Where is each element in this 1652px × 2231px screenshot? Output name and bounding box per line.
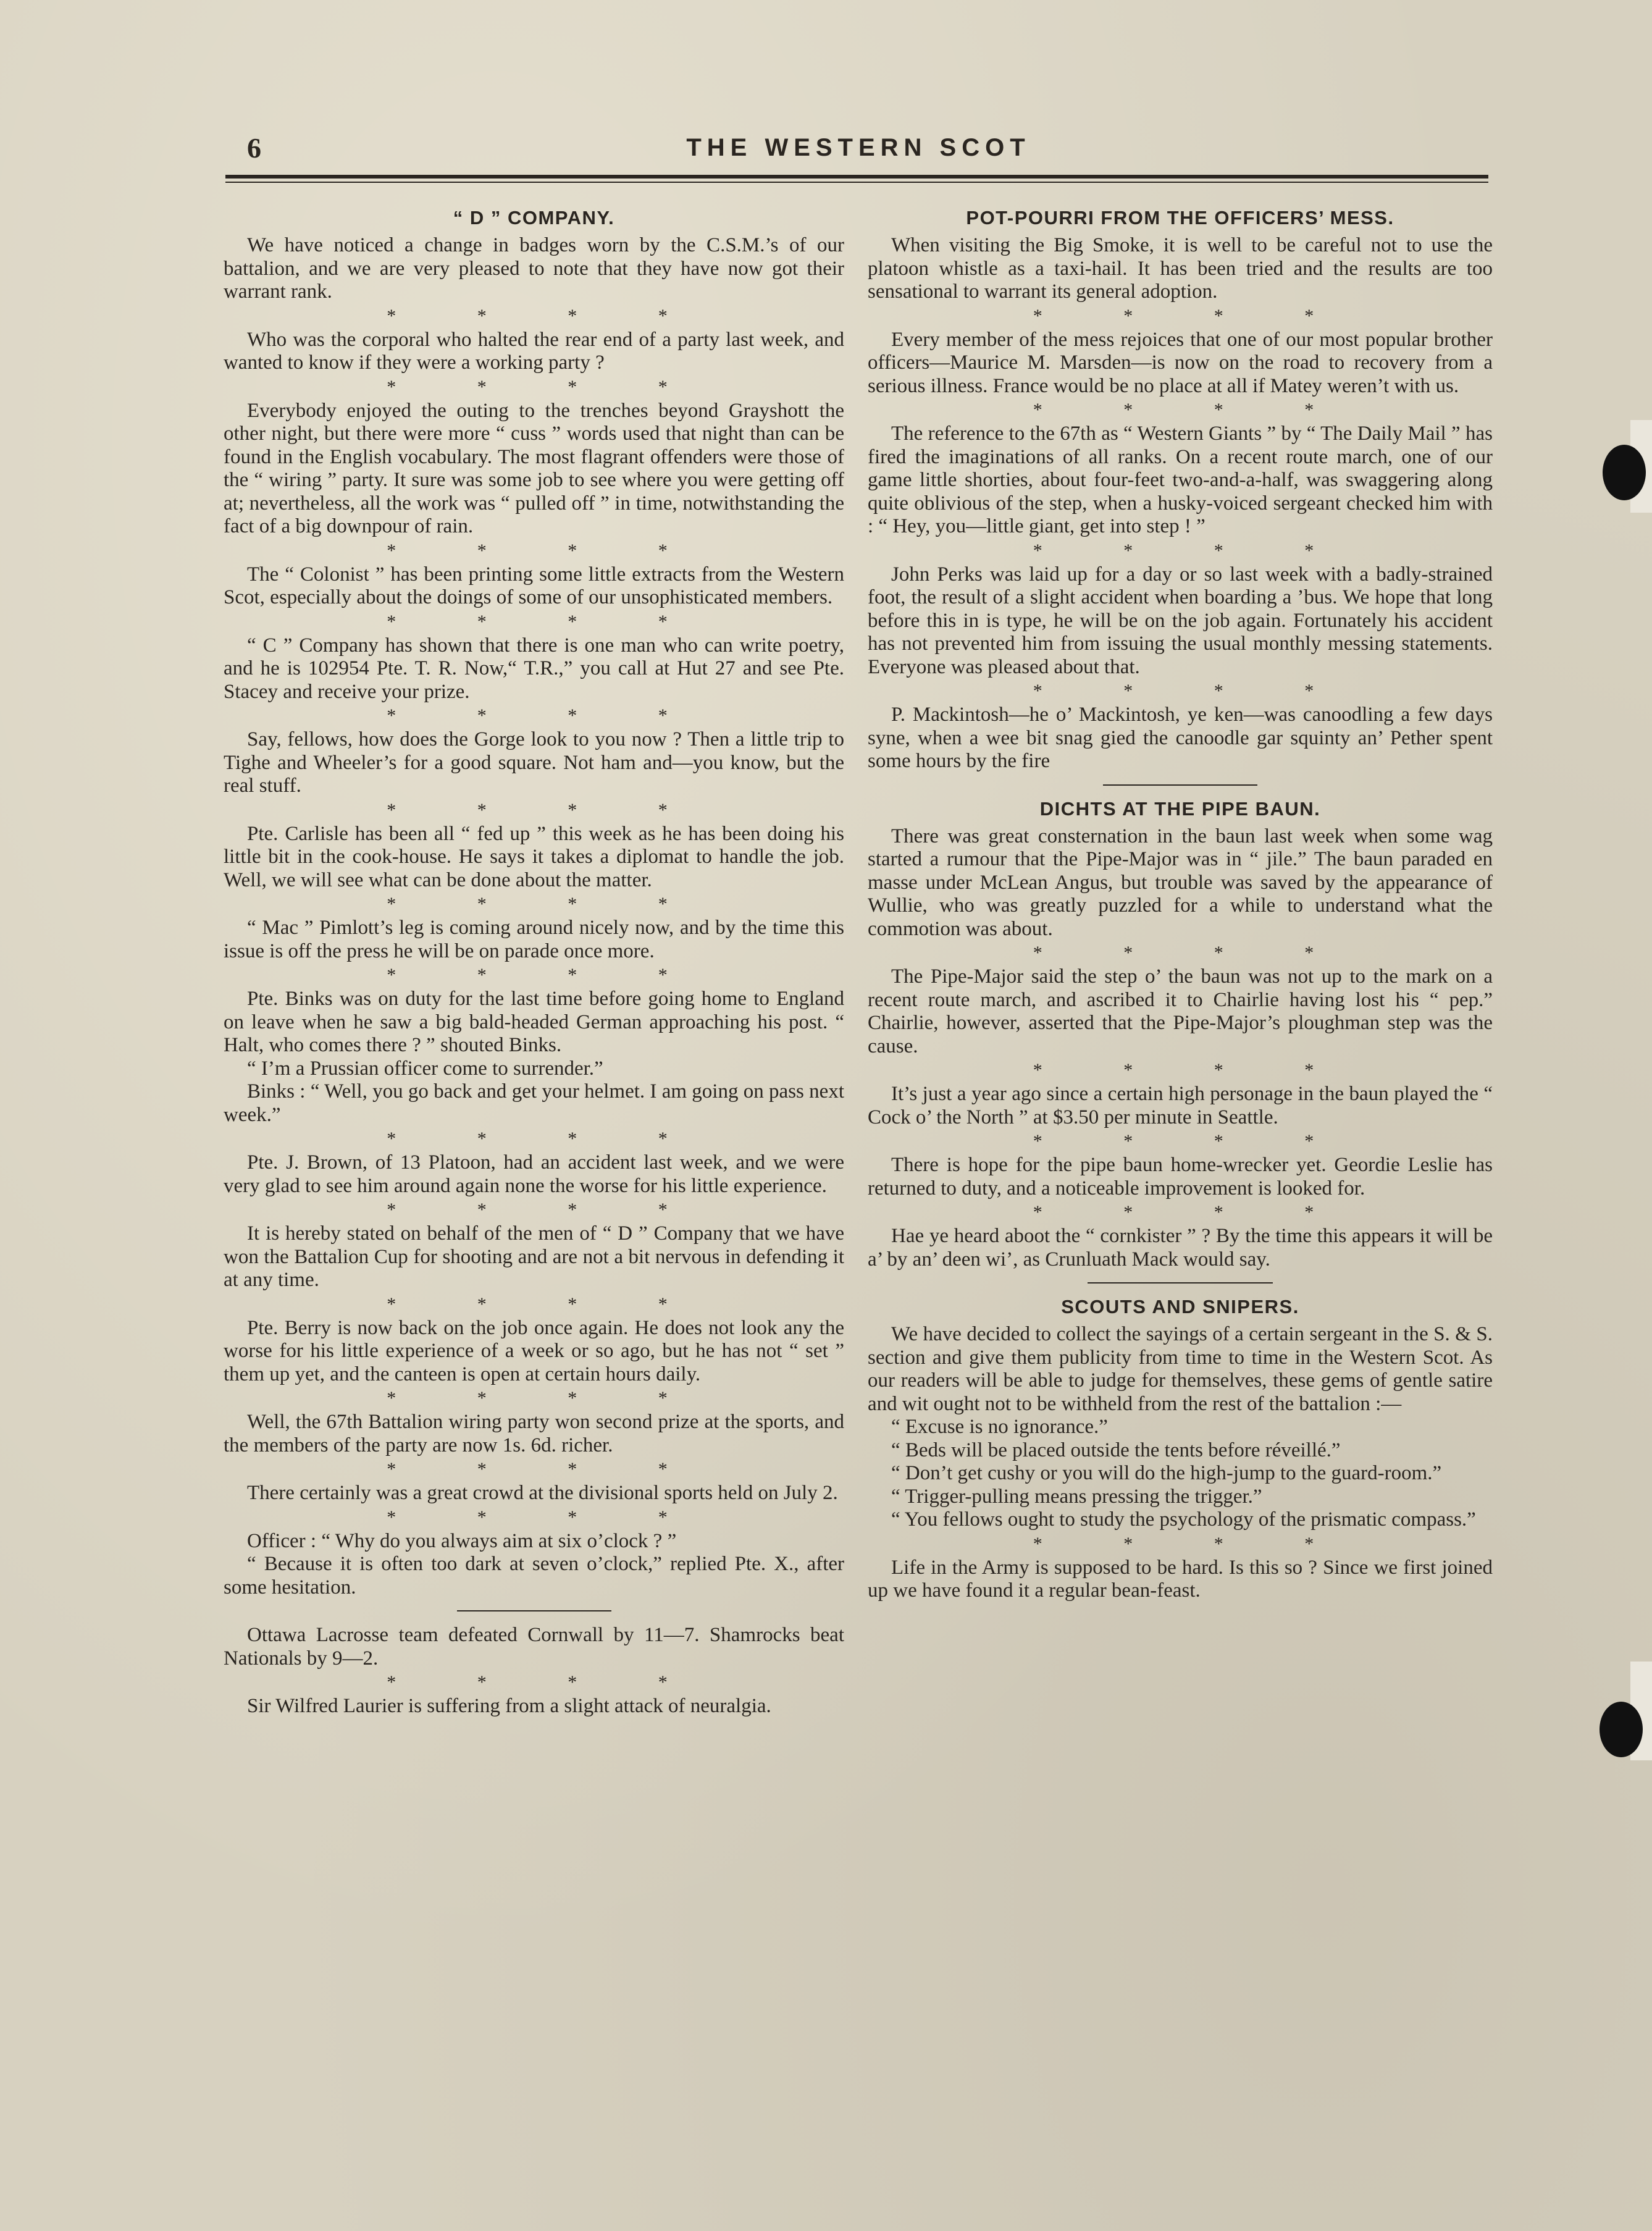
article-item: We have noticed a change in badges worn by the C.S.M.’s of our battalion, and we are very pleased to note that they have now got their warrant rank. [224,234,844,303]
article-item: The reference to the 67th as “ Western Giants ” by “ The Daily Mail ” has fired the imaginations of all ranks. On a recent route march, one of our game little shorties, about four-feet two-and-a-half, was swaggering along quite oblivious of the step, when a husky-voiced sergeant checked him with : “ Hey, you—little giant, get into step ! ” [868,422,1493,537]
article-item: When visiting the Big Smoke, it is well to be careful not to use the platoon whistle as a taxi-hail. It has been tried and the results are too sensational to warrant its general adoption. [868,234,1493,303]
star-separator: * * * * [1033,1060,1352,1080]
section-title-scouts-snipers: SCOUTS AND SNIPERS. [1061,1296,1299,1317]
article-item: “ Trigger-pulling means pressing the trigger.” [891,1485,1262,1508]
article-item: The “ Colonist ” has been printing some little extracts from the Western Scot, especially about the doings of some of our unsophisticated members. [224,563,844,608]
article-item: “ I’m a Prussian officer come to surrender.” [247,1057,603,1080]
star-separator: * * * * [1033,1202,1352,1222]
article-item: There certainly was a great crowd at the divisional sports held on July 2. [247,1482,838,1504]
star-separator: * * * * [387,1128,706,1149]
binder-hole [1600,1702,1643,1757]
section-rule [457,1610,611,1611]
star-separator: * * * * [387,1459,706,1479]
article-item: Pte. Carlisle has been all “ fed up ” this week as he has been doing his little bit in the cook-house. He says it takes a diplomat to handle the job. Well, we will see what can be done about the matter. [224,822,844,891]
article-item: Pte. Binks was on duty for the last time before going home to England on leave when he saw a big bald-headed German approaching his post. “ Halt, who comes there ? ” shouted Binks. [224,988,844,1056]
article-item: Pte. Berry is now back on the job once again. He does not look any the worse for his little experience of a week or so ago, but he has not “ set ” them up yet, and the canteen is open at certain hours daily. [224,1316,844,1385]
article-item: It’s just a year ago since a certain high personage in the baun played the “ Cock o’ the North ” at $3.50 per minute in Seattle. [868,1083,1493,1128]
section-title-officers-mess: POT-POURRI FROM THE OFFICERS’ MESS. [966,207,1394,229]
star-separator: * * * * [1033,305,1352,326]
masthead-title: THE WESTERN SCOT [686,134,1031,161]
article-item: “ Don’t get cushy or you will do the high-jump to the guard-room.” [891,1462,1442,1484]
article-item: Binks : “ Well, you go back and get your helmet. I am going on pass next week.” [224,1080,844,1126]
star-separator: * * * * [387,376,706,397]
star-separator: * * * * [1033,540,1352,561]
star-separator: * * * * [1033,1131,1352,1151]
star-separator: * * * * [387,1672,706,1692]
article-item: Everybody enjoyed the outing to the trenches beyond Grayshott the other night, but there were more “ cuss ” words used that night than can be found in the English vocabulary. The most flagrant offenders were those of the “ wiring ” party. It sure was some job to see where you were getting off at; nevertheless, all the work was “ pulled off ” in time, notwithstanding the fact of a big downpour of rain. [224,399,844,537]
article-item: P. Mackintosh—he o’ Mackintosh, ye ken—was canoodling a few days syne, when a wee bit snag gied the canoodle gar squinty an’ Pether spent some hours by the fire [868,704,1493,772]
article-item: There is hope for the pipe baun home-wrecker yet. Geordie Leslie has returned to duty, and a noticeable improvement is looked for. [868,1154,1493,1200]
star-separator: * * * * [387,965,706,985]
page-header [225,127,1491,170]
star-separator: * * * * [387,540,706,561]
article-item: Officer : “ Why do you always aim at six o’clock ? ” [247,1529,677,1552]
left-column [224,207,844,1718]
article-item: We have decided to collect the sayings of a certain sergeant in the S. & S. section and give them publicity from time to time in the Western Scot. As our readers will be able to judge for themselves, these gems of gentle satire and wit ought not to be withheld from the rest of the battalion :— [868,1323,1493,1415]
article-item: “ Mac ” Pimlott’s leg is coming around nicely now, and by the time this issue is off the press he will be on parade once more. [224,917,844,962]
article-item: “ C ” Company has shown that there is one man who can write poetry, and he is 102954 Pte. T. R. Now,“ T.R.,” you call at Hut 27 and see Pte. Stacey and receive your prize. [224,634,844,703]
article-item: It is hereby stated on behalf of the men of “ D ” Company that we have won the Battalion Cup for shooting and are not a bit nervous in defending it at any time. [224,1222,844,1291]
header-rule-thick [225,175,1488,179]
star-separator: * * * * [1033,1533,1352,1554]
star-separator: * * * * [387,1200,706,1220]
section-rule [1088,1282,1273,1284]
star-separator: * * * * [387,305,706,326]
article-item: Life in the Army is supposed to be hard. Is this so ? Since we first joined up we have found it a regular bean-feast. [868,1556,1493,1602]
article-item: Say, fellows, how does the Gorge look to you now ? Then a little trip to Tighe and Wheeler’s for a good square. Not ham and—you know, but the real stuff. [224,728,844,797]
section-title-d-company: “ D ” COMPANY. [453,207,615,229]
article-item: John Perks was laid up for a day or so last week with a badly-strained foot, the result of a slight accident when boarding a ’bus. We hope that long before this in is type, he will be on the job again. Fortunately his accident has not prevented him from issuing the usual monthly messing statements. Everyone was pleased about that. [868,563,1493,678]
article-item: Well, the 67th Battalion wiring party won second prize at the sports, and the members of the party are now 1s. 6d. richer. [224,1411,844,1456]
header-rule-thin [225,182,1488,183]
article-item: The Pipe-Major said the step o’ the baun was not up to the mark on a recent route march, and ascribed it to Chairlie having lost his “ pep.” Chairlie, however, asserted that the Pipe-Major’s ploughman step was the cause. [868,965,1493,1057]
article-item: Every member of the mess rejoices that one of our most popular brother officers—Maurice M. Marsden—is now on the road to recovery from a serious illness. France would be no place at all if Matey weren’t with us. [868,328,1493,397]
article-item: There was great consternation in the baun last week when some wag started a rumour that the Pipe-Major was in “ jile.” The baun paraded en masse under McLean Angus, but trouble was saved by the appearance of Wullie, who was greatly puzzled for a while to understand what the commotion was about. [868,825,1493,940]
star-separator: * * * * [1033,943,1352,963]
article-item: Hae ye heard aboot the “ cornkister ” ? By the time this appears it will be a’ by an’ deen wi’, as Crunluath Mack would say. [868,1225,1493,1271]
star-separator: * * * * [387,1506,706,1527]
page-number: 6 [247,132,262,164]
star-separator: * * * * [387,1388,706,1408]
article-item: “ You fellows ought to study the psychology of the prismatic compass.” [891,1508,1476,1531]
section-rule [1103,784,1257,786]
article-item: Ottawa Lacrosse team defeated Cornwall by 11—7. Shamrocks beat Nationals by 9—2. [224,1624,844,1670]
binder-hole [1603,445,1646,500]
article-item: “ Because it is often too dark at seven o’clock,” replied Pte. X., after some hesitation. [224,1553,844,1599]
article-item: Sir Wilfred Laurier is suffering from a slight attack of neuralgia. [247,1695,771,1717]
article-item: “ Beds will be placed outside the tents before réveillé.” [891,1439,1341,1461]
star-separator: * * * * [1033,400,1352,420]
article-item: Pte. J. Brown, of 13 Platoon, had an accident last week, and we were very glad to see him around again none the worse for his little experience. [224,1151,844,1197]
section-title-pipe-baun: DICHTS AT THE PIPE BAUN. [1039,797,1321,820]
star-separator: * * * * [387,799,706,820]
star-separator: * * * * [387,1293,706,1314]
star-separator: * * * * [387,611,706,632]
right-column [868,207,1493,1603]
star-separator: * * * * [1033,681,1352,701]
article-item: “ Excuse is no ignorance.” [891,1416,1108,1438]
article-item: Who was the corporal who halted the rear end of a party last week, and wanted to know if they were a working party ? [224,328,844,374]
star-separator: * * * * [387,894,706,914]
star-separator: * * * * [387,705,706,726]
